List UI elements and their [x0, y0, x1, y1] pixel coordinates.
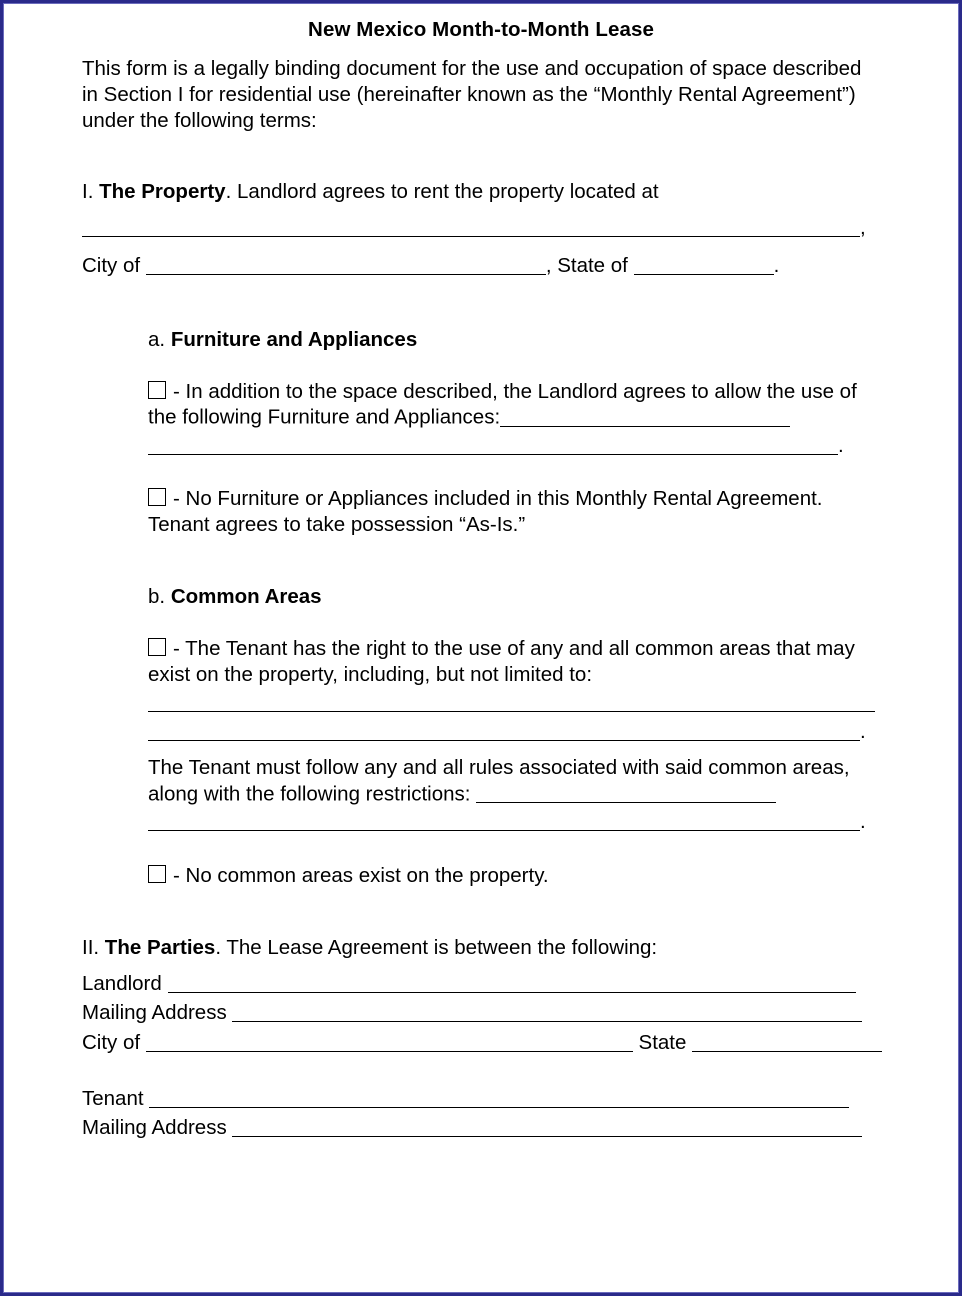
- subsection-a-heading-line: [148, 327, 880, 353]
- common-areas-no-text: - No common areas exist on the property.: [173, 863, 549, 887]
- subsection-b-letter: b.: [148, 585, 166, 609]
- property-address-rule[interactable]: [82, 215, 860, 238]
- common-areas-option-no: [148, 863, 880, 889]
- section-two: [82, 935, 880, 1143]
- section-two-number: II.: [82, 935, 100, 959]
- furniture-no-checkbox[interactable]: [148, 488, 166, 506]
- section-one-lead: . Landlord agrees to rent the property located at: [225, 180, 659, 204]
- section-one-heading: The Property: [99, 180, 226, 204]
- section-two-lead: . The Lease Agreement is between the following:: [215, 935, 658, 959]
- state-input-rule[interactable]: [634, 253, 774, 276]
- tenant-input-rule[interactable]: [149, 1085, 849, 1108]
- common-areas-no-checkbox[interactable]: [148, 865, 166, 883]
- common-areas-restrictions-rule-2[interactable]: [148, 809, 860, 832]
- state-label: , State of: [545, 254, 628, 278]
- common-areas-restrictions-line-2: [148, 807, 880, 837]
- landlord-state-rule[interactable]: [692, 1030, 882, 1053]
- landlord-mailing-line: [82, 998, 880, 1028]
- common-areas-rule-line-1: [148, 688, 880, 718]
- common-areas-yes-text: - The Tenant has the right to the use of any and all common areas that may exist on the property, including, but not limited to:: [148, 636, 855, 686]
- common-areas-follow-text: The Tenant must follow any and all rules associated with said common areas, along with the following restrictions:: [148, 756, 850, 806]
- common-areas-rule-1[interactable]: [148, 689, 875, 712]
- section-two-heading: The Parties: [104, 935, 216, 959]
- common-areas-rule-2[interactable]: [148, 719, 860, 742]
- property-city-state-line: [82, 251, 880, 281]
- furniture-list-line-2: [148, 431, 880, 461]
- furniture-list-rule-1[interactable]: [500, 404, 790, 427]
- state-period: .: [773, 254, 780, 278]
- furniture-list-rule-2[interactable]: [148, 432, 838, 455]
- subsection-b-heading-line: [148, 584, 880, 610]
- common-areas-restrictions-rule-1[interactable]: [476, 781, 776, 804]
- landlord-mailing-label: Mailing Address: [82, 1001, 227, 1025]
- common-areas-option-yes: [148, 636, 880, 688]
- furniture-yes-checkbox[interactable]: [148, 381, 166, 399]
- property-address-comma: ,: [860, 216, 866, 240]
- landlord-city-rule[interactable]: [146, 1030, 633, 1053]
- subsection-a: [148, 327, 880, 889]
- furniture-yes-text: - In addition to the space described, the Landlord agrees to allow the use of the following Furniture and Appliances:: [148, 379, 857, 429]
- section-one-heading-line: [82, 179, 880, 205]
- subsection-a-heading: Furniture and Appliances: [170, 327, 418, 351]
- common-areas-period: .: [860, 720, 866, 744]
- subsection-b-heading: Common Areas: [170, 585, 322, 609]
- landlord-city-state-line: [82, 1028, 880, 1058]
- landlord-mailing-rule[interactable]: [232, 1000, 862, 1023]
- landlord-label: Landlord: [82, 971, 162, 995]
- landlord-line: [82, 969, 880, 999]
- property-address-line: [82, 213, 880, 243]
- section-one-number: I.: [82, 180, 94, 204]
- tenant-line: [82, 1084, 880, 1114]
- tenant-mailing-rule[interactable]: [232, 1115, 862, 1138]
- common-areas-yes-checkbox[interactable]: [148, 638, 166, 656]
- subsection-a-letter: a.: [148, 327, 166, 351]
- landlord-state-label: State: [638, 1031, 687, 1055]
- common-areas-rule-line-2: [148, 717, 880, 747]
- intro-paragraph: This form is a legally binding document for the use and occupation of space described in Section I for residential use (hereinafter known as the “Monthly Rental Agreement”) under the following terms:: [82, 57, 862, 132]
- tenant-mailing-label: Mailing Address: [82, 1116, 227, 1140]
- common-areas-restrictions-period: .: [860, 810, 866, 834]
- tenant-mailing-line: [82, 1113, 880, 1143]
- document-body: [3, 3, 959, 1293]
- city-label: City of: [82, 254, 141, 278]
- section-one: [82, 179, 880, 888]
- furniture-option-no: [148, 486, 880, 538]
- furniture-list-period: .: [838, 433, 844, 457]
- section-two-heading-line: [82, 935, 880, 961]
- furniture-option-yes: [148, 379, 880, 431]
- city-input-rule[interactable]: [146, 253, 546, 276]
- tenant-label: Tenant: [82, 1086, 144, 1110]
- landlord-input-rule[interactable]: [168, 970, 856, 993]
- furniture-no-text: - No Furniture or Appliances included in this Monthly Rental Agreement. Tenant agrees to take possession “As-Is.”: [148, 487, 823, 537]
- page-title: New Mexico Month-to-Month Lease: [308, 18, 654, 41]
- common-areas-rules-text: [148, 755, 880, 807]
- landlord-city-label: City of: [82, 1031, 141, 1055]
